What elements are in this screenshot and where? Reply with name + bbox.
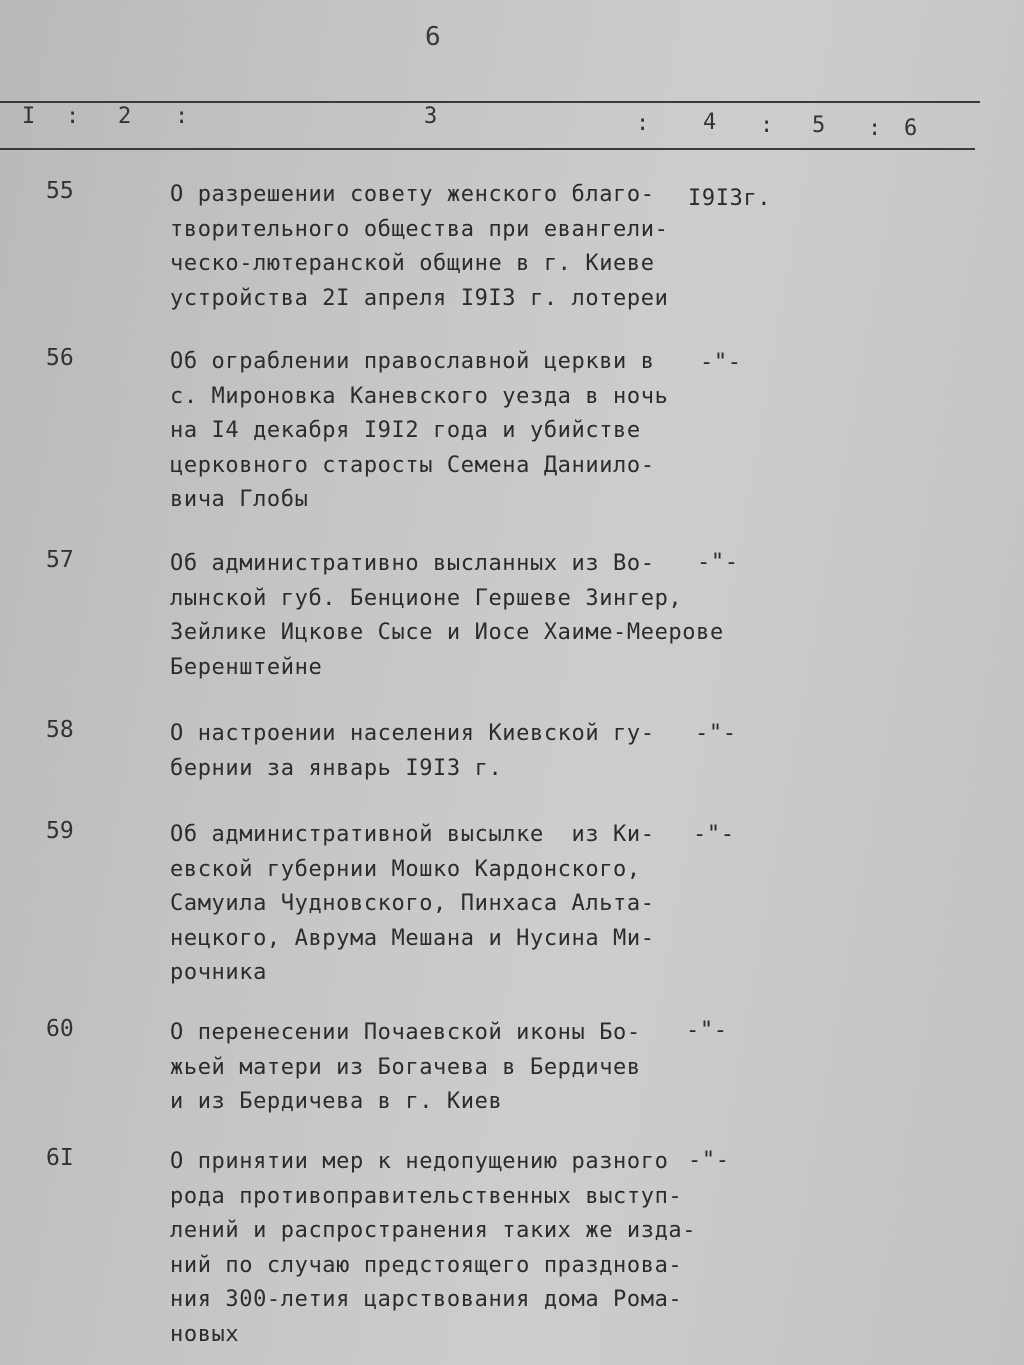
column-separator: : bbox=[636, 111, 650, 136]
column-4-number: 4 bbox=[703, 110, 717, 135]
column-6-number: 6 bbox=[904, 116, 918, 141]
column-separator: : bbox=[66, 104, 80, 129]
entry-date: -"- bbox=[697, 550, 739, 575]
entry-description: О принятии мер к недопущению разного рода противоправительственных выступ- лений и распространения таких же изда- ний по случаю предстоящего празднова- ния 300-летия царствования дома Рома- новых bbox=[170, 1149, 697, 1347]
page-number: 6 bbox=[425, 22, 441, 52]
entry-date: -"- bbox=[686, 1018, 728, 1043]
entry-number: 59 bbox=[46, 818, 74, 844]
column-separator: : bbox=[868, 116, 882, 141]
column-5-number: 5 bbox=[812, 113, 826, 138]
entry-description: Об ограблении православной церкви в с. Мироновка Каневского уезда в ночь на I4 декабря I9I2 года и убийстве церковного старосты Семена Даниило- вича Глобы bbox=[170, 349, 669, 512]
entry-description: О настроении населения Киевской гу- бернии за январь I9I3 г. bbox=[170, 721, 655, 781]
header-top-rule bbox=[0, 101, 980, 103]
column-1-number: I bbox=[22, 104, 36, 129]
entry-number: 60 bbox=[46, 1016, 74, 1042]
entry-number: 6I bbox=[46, 1145, 74, 1171]
column-3-number: 3 bbox=[424, 104, 438, 129]
header-bottom-rule bbox=[0, 148, 975, 150]
entry-description: О разрешении совету женского благо- творительного общества при евангели- ческо-лютеранской общине в г. Киеве устройства 2I апреля I9I3 г. лотереи bbox=[170, 182, 669, 311]
entry-date: -"- bbox=[693, 822, 735, 847]
entry-number: 56 bbox=[46, 345, 74, 371]
entry-number: 55 bbox=[46, 178, 74, 204]
entry-date: -"- bbox=[695, 721, 737, 746]
column-separator: : bbox=[175, 104, 189, 129]
entry-date: -"- bbox=[688, 1148, 730, 1173]
entry-date: I9I3г. bbox=[688, 186, 772, 211]
entry-date: -"- bbox=[700, 350, 742, 375]
entry-description: Об административной высылке из Ки- евской губернии Мошко Кардонского, Самуила Чудновского, Пинхаса Альта- нецкого, Аврума Мешана и Нусина Ми- рочника bbox=[170, 822, 655, 985]
entry-number: 57 bbox=[46, 547, 74, 573]
entry-number: 58 bbox=[46, 717, 74, 743]
column-separator: : bbox=[760, 113, 774, 138]
entry-description: Об административно высланных из Во- лынской губ. Бенционе Гершеве Зингер, Зейлике Ицкове Сысе и Иосе Хаиме-Меерове Беренштейне bbox=[170, 551, 724, 680]
column-2-number: 2 bbox=[118, 104, 132, 129]
entry-description: О перенесении Почаевской иконы Бо- жьей матери из Богачева в Бердичев и из Бердичева в г. Киев bbox=[170, 1020, 641, 1114]
